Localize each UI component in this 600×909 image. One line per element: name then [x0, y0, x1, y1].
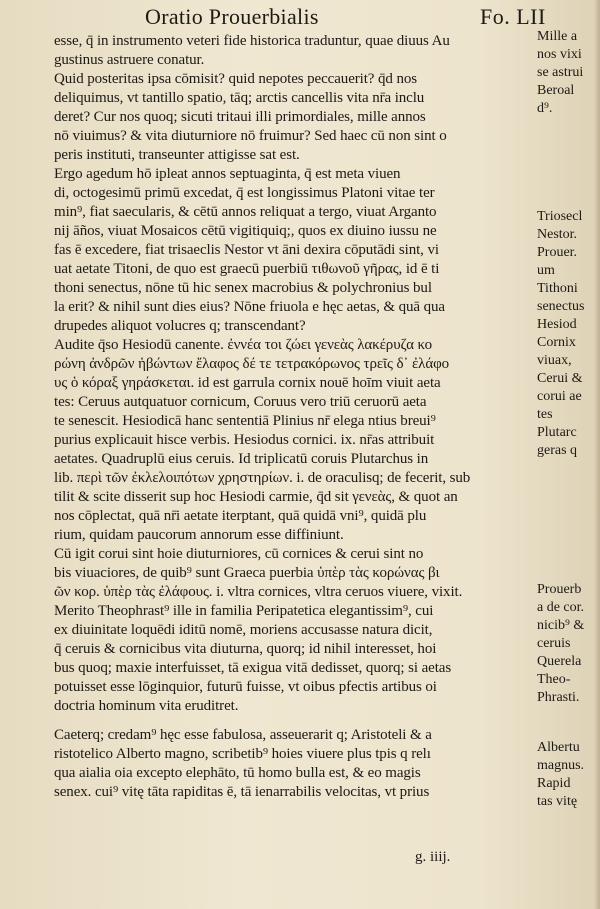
text-line: gustinus astruere conatur.: [54, 52, 205, 68]
main-text-column: [54, 32, 530, 802]
marginal-note-line: geras q: [537, 443, 578, 458]
marginal-notes-column: [537, 28, 600, 909]
folio-number: Fo. LII: [480, 4, 546, 29]
marginal-note-line: ceruis: [537, 636, 571, 651]
text-line: ρώνη ἀνδρῶν ἡβώντων ἔλαφος δέ τε τετρακόρωνος τρεῖς δ᾽ ἐλάφο: [54, 356, 450, 372]
marginal-note-line: Cornix: [537, 335, 576, 350]
text-line: Audite q̄so Hesiodū canente. ἐννέα τοι ζώει γενεὰς λακέρυζα κο: [54, 337, 433, 353]
marginal-note-line: Triosecl: [537, 209, 583, 224]
text-line: peris instituti, transeunter attigisse sat est.: [54, 147, 300, 163]
marginal-note-line: tes: [537, 407, 553, 422]
marginal-note-line: nos vixi: [537, 47, 582, 62]
text-line: Ergo agedum hō ipleat annos septuaginta, q̄ est meta viuen: [54, 166, 401, 182]
text-line: bis viuaciores, de quib⁹ sunt Graeca puerbia ὑπὲρ τὰς κορώνας βι: [54, 565, 440, 581]
text-line: lib. περὶ τῶν ἐκλελοιπότων χρηστηρίων. i. de oraculisq; de fecerit, sub: [54, 470, 471, 486]
marginal-note-line: Tithoni: [537, 281, 578, 296]
marginal-note-line: Prouerb: [537, 582, 582, 597]
marginal-note-line: um: [537, 263, 555, 278]
text-line: υς ὁ κόραξ γηράσκεται. id est garrula cornix nouē hoīm viuit aeta: [54, 375, 441, 391]
marginal-note-line: Querela: [537, 654, 582, 669]
marginal-note-line: d⁹.: [537, 101, 553, 116]
text-line: deret? Cur nos quoq; sicuti tritaui illi primordiales, mille annos: [54, 109, 426, 125]
marginal-note-line: a de cor.: [537, 600, 585, 615]
marginal-note-line: Rapid: [537, 776, 571, 791]
text-line: rium, quidam paucorum annorum esse diffiniunt.: [54, 527, 344, 543]
marginal-note: [537, 208, 600, 460]
text-line: q̄ ceruis & cornicibus vita diuturna, quorq; id nihil interesset, hoi: [54, 641, 437, 657]
text-line: thoni senectus, nōne tū hic senex macrobius & polychronius bul: [54, 280, 432, 296]
text-line: [54, 716, 530, 726]
marginal-note-line: senectus: [537, 299, 585, 314]
page-edge-shadow: [594, 0, 600, 909]
text-line: nos cōplectat, quā nr̄i aetate iterptant, quā quidā vni⁹, quidā plu: [54, 508, 427, 524]
text-line: tilit & scite disserit sup hoc Hesiodi carmie, q̄d sit γενεὰς, & quot an: [54, 489, 458, 505]
text-line: potuisset esse lōginquior, futurū fuisse, vt oibus pfectis artibus oi: [54, 679, 437, 695]
text-line: tes: Ceruus autquatuor cornicum, Coruus vero triū ceruorū aeta: [54, 394, 427, 410]
text-line: Merito Theophrast⁹ ille in familia Peripatetica elegantissim⁹, cui: [54, 603, 434, 619]
marginal-note-line: Cerui &: [537, 371, 583, 386]
text-line: fas ē excedere, fiat trisaeclis Nestor vt āni dexira cōputādi sint, vi: [54, 242, 439, 258]
marginal-note: [537, 739, 600, 811]
text-line: di, octogesimū primū excedat, q̄ est longissimus Platoni vitae ter: [54, 185, 435, 201]
marginal-note-line: Phrasti.: [537, 690, 580, 705]
text-line: purius explicauit hisce verbis. Hesiodus cornici. ix. nr̄as attribuit: [54, 432, 435, 448]
marginal-note: [537, 581, 600, 707]
marginal-note-line: corui ae: [537, 389, 582, 404]
text-line: Quid posteritas ipsa cōmisit? quid nepotes peccauerit? q̄d nos: [54, 71, 417, 87]
text-line: nij āños, viuat Mosaicos cētū vigitiquiq;, quos ex diuino iussu ne: [54, 223, 437, 239]
text-line: la erit? & nihil sunt dies eius? Nōne friuola e hęc aetas, & quā qua: [54, 299, 445, 315]
text-line: ῶν κορ. ὑπὲρ τὰς ἐλάφους. i. vltra cornices, vltra ceruos viuere, vixit.: [54, 584, 463, 600]
page-header: [0, 0, 600, 34]
text-line: esse, q̄ in instrumento veteri fide historica traduntur, quae diuus Au: [54, 33, 450, 49]
marginal-note-line: Prouer.: [537, 245, 578, 260]
text-line: Cū igit corui sint hoie diuturniores, cū cornices & cerui sint no: [54, 546, 424, 562]
marginal-note-line: se astrui: [537, 65, 584, 80]
marginal-note-line: Albertu: [537, 740, 580, 755]
text-line: drupedes aliquot volucres q; transcendant?: [54, 318, 306, 334]
marginal-note-line: Beroal: [537, 83, 575, 98]
marginal-note: [537, 28, 600, 118]
marginal-note-line: viuax,: [537, 353, 572, 368]
text-line: senex. cui⁹ vitę tāta rapiditas ē, tā ienarrabilis velocitas, vt prius: [54, 784, 430, 800]
marginal-note-line: tas vitę: [537, 794, 578, 809]
marginal-note-line: Mille a: [537, 29, 578, 44]
text-line: ex diuinitate loquēdi iditū nomē, moriens accusasse natura dicit,: [54, 622, 433, 638]
marginal-note-line: Plutarc: [537, 425, 577, 440]
text-line: min⁹, fiat saecularis, & cētū annos reliquat a tergo, viuat Arganto: [54, 204, 437, 220]
text-line: te senescit. Hesiodicā hanc sententiā Plinius nr̄ elega ntius breui⁹: [54, 413, 436, 429]
signature-mark: g. iiij.: [415, 849, 451, 865]
text-line: qua aialia oia excepto elephāto, tū homo bulla est, & eo magis: [54, 765, 421, 781]
text-line: bus quoq; maxie interfuisset, tā exigua vitā dedisset, quorq; si aetas: [54, 660, 452, 676]
text-line: doctria hominum vita eruditret.: [54, 698, 239, 714]
text-line: nō viuimus? & vita diuturniore nō fruimur? Sed haec cū non sint o: [54, 128, 447, 144]
marginal-note-line: Theo-: [537, 672, 571, 687]
text-line: uat aetate Titoni, de quo est graecū puerbiū τιθωνοῦ γῆρας, id ē ti: [54, 261, 440, 277]
marginal-note-line: Hesiod: [537, 317, 577, 332]
running-title: Oratio Prouerbialis: [145, 4, 319, 29]
marginal-note-line: nicib⁹ &: [537, 618, 585, 633]
text-line: Caeterq; credam⁹ hęc esse fabulosa, asseuerarit q; Aristoteli & a: [54, 727, 432, 743]
marginal-note-line: magnus.: [537, 758, 585, 773]
text-line: aetates. Quadruplū eius ceruis. Id triplicatū coruis Plutarchus in: [54, 451, 429, 467]
text-line: ristotelico Alberto magno, scribetib⁹ hoies viuere plus tpis q relı: [54, 746, 431, 762]
marginal-note-line: Nestor.: [537, 227, 578, 242]
text-line: deliquimus, vt tantillo spatio, tāq; arctis cancellis vita nr̄a inclu: [54, 90, 425, 106]
